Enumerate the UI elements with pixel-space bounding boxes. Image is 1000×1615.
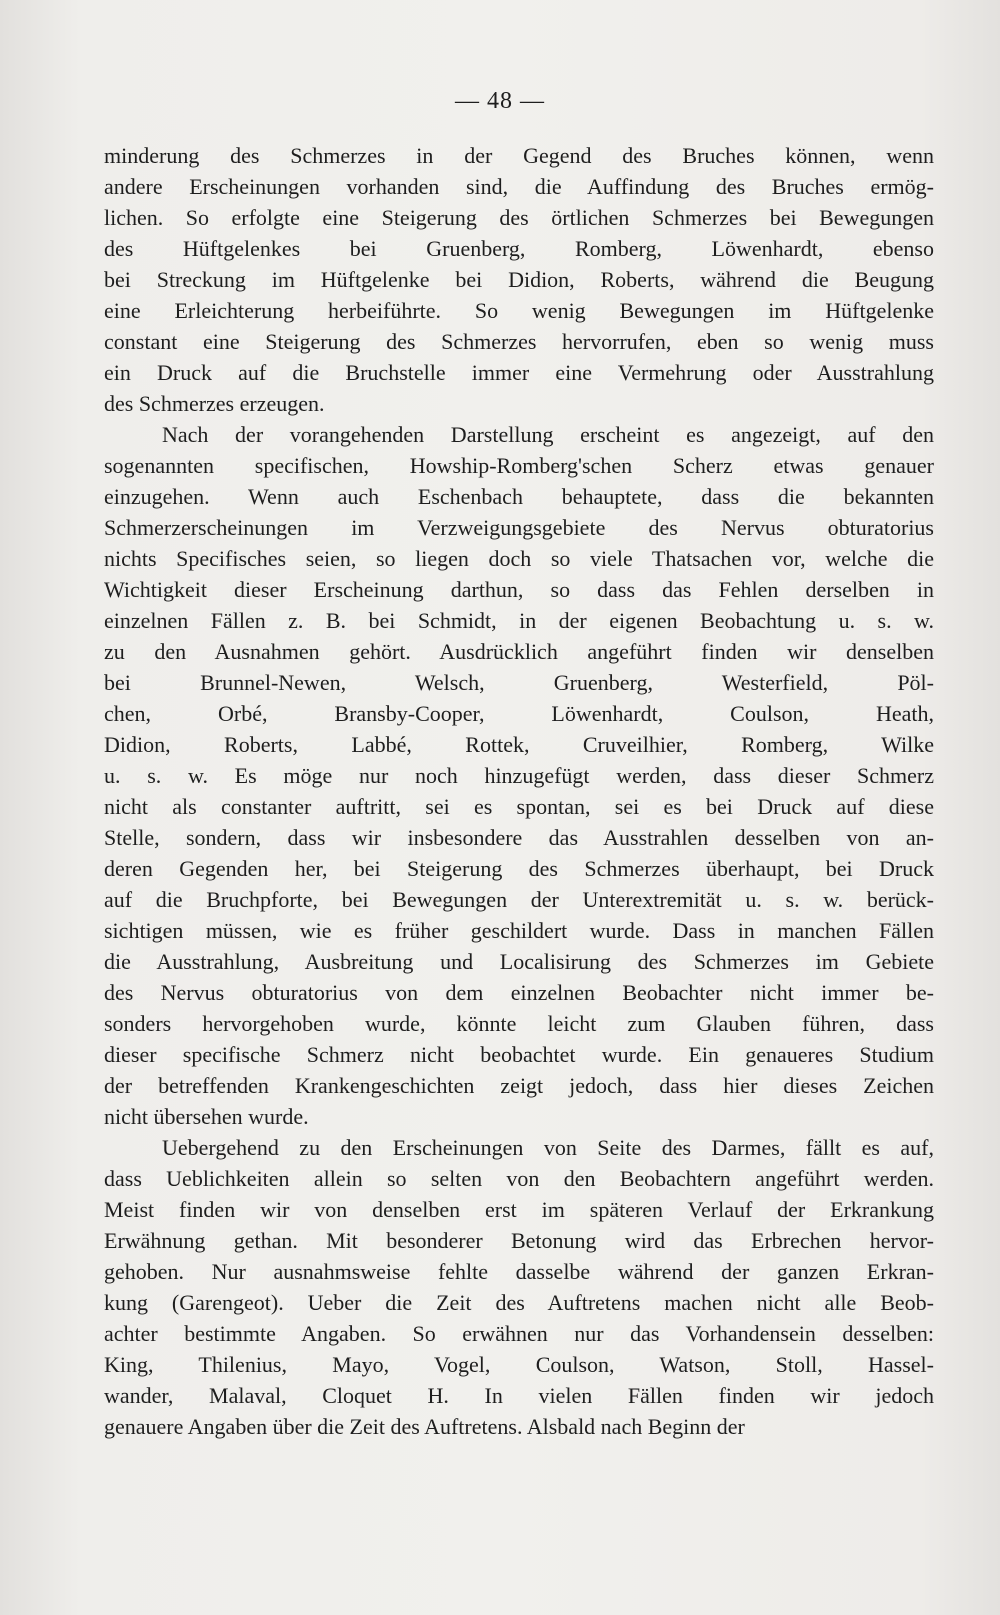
- text-line: Erwähnung gethan. Mit besonderer Betonung wird das Erbrechen hervor-: [104, 1228, 934, 1253]
- text-line: Wichtigkeit dieser Erscheinung darthun, so dass das Fehlen derselben in: [104, 577, 934, 602]
- text-line: Meist finden wir von denselben erst im späteren Verlauf der Erkrankung: [104, 1197, 934, 1222]
- text-line: chen, Orbé, Bransby-Cooper, Löwenhardt, Coulson, Heath,: [104, 701, 934, 726]
- text-line: dieser specifische Schmerz nicht beobachtet wurde. Ein genaueres Studium: [104, 1042, 934, 1067]
- text-line: Uebergehend zu den Erscheinungen von Seite des Darmes, fällt es auf,: [162, 1135, 934, 1160]
- text-line: bei Brunnel-Newen, Welsch, Gruenberg, Westerfield, Pöl-: [104, 670, 934, 695]
- text-line: bei Streckung im Hüftgelenke bei Didion, Roberts, während die Beugung: [104, 267, 934, 292]
- text-line: des Hüftgelenkes bei Gruenberg, Romberg, Löwenhardt, ebenso: [104, 236, 934, 261]
- text-line: genauere Angaben über die Zeit des Auftretens. Alsbald nach Beginn der: [104, 1414, 745, 1439]
- page-number: — 48 —: [455, 88, 545, 114]
- text-line: auf die Bruchpforte, bei Bewegungen der Unterextremität u. s. w. berück-: [104, 887, 934, 912]
- text-line: Didion, Roberts, Labbé, Rottek, Cruveilhier, Romberg, Wilke: [104, 732, 934, 757]
- text-line: einzugehen. Wenn auch Eschenbach behauptete, dass die bekannten: [104, 484, 934, 509]
- text-line: minderung des Schmerzes in der Gegend des Bruches können, wenn: [104, 143, 934, 168]
- text-line: King, Thilenius, Mayo, Vogel, Coulson, Watson, Stoll, Hassel-: [104, 1352, 934, 1377]
- body-text: [104, 140, 934, 1442]
- text-line: sogenannten specifischen, Howship-Romberg'schen Scherz etwas genauer: [104, 453, 934, 478]
- text-line: nichts Specifisches seien, so liegen doch so viele Thatsachen vor, welche die: [104, 546, 934, 571]
- text-line: dass Ueblichkeiten allein so selten von den Beobachtern angeführt werden.: [104, 1166, 934, 1191]
- text-line: der betreffenden Krankengeschichten zeigt jedoch, dass hier dieses Zeichen: [104, 1073, 934, 1098]
- text-line: zu den Ausnahmen gehört. Ausdrücklich angeführt finden wir denselben: [104, 639, 934, 664]
- text-line: Schmerzerscheinungen im Verzweigungsgebiete des Nervus obturatorius: [104, 515, 934, 540]
- text-line: u. s. w. Es möge nur noch hinzugefügt werden, dass dieser Schmerz: [104, 763, 934, 788]
- text-line: sonders hervorgehoben wurde, könnte leicht zum Glauben führen, dass: [104, 1011, 934, 1036]
- text-line: eine Erleichterung herbeiführte. So wenig Bewegungen im Hüftgelenke: [104, 298, 934, 323]
- text-line: constant eine Steigerung des Schmerzes hervorrufen, eben so wenig muss: [104, 329, 934, 354]
- text-line: des Nervus obturatorius von dem einzelnen Beobachter nicht immer be-: [104, 980, 934, 1005]
- text-line: nicht übersehen wurde.: [104, 1104, 309, 1129]
- text-line: andere Erscheinungen vorhanden sind, die Auffindung des Bruches ermög-: [104, 174, 934, 199]
- text-line: lichen. So erfolgte eine Steigerung des örtlichen Schmerzes bei Bewegungen: [104, 205, 934, 230]
- text-line: Stelle, sondern, dass wir insbesondere das Ausstrahlen desselben von an-: [104, 825, 934, 850]
- text-line: die Ausstrahlung, Ausbreitung und Localisirung des Schmerzes im Gebiete: [104, 949, 934, 974]
- text-line: Nach der vorangehenden Darstellung erscheint es angezeigt, auf den: [162, 422, 934, 447]
- text-line: wander, Malaval, Cloquet H. In vielen Fällen finden wir jedoch: [104, 1383, 934, 1408]
- text-line: gehoben. Nur ausnahmsweise fehlte dasselbe während der ganzen Erkran-: [104, 1259, 934, 1284]
- text-line: ein Druck auf die Bruchstelle immer eine Vermehrung oder Ausstrahlung: [104, 360, 934, 385]
- text-line: kung (Garengeot). Ueber die Zeit des Auftretens machen nicht alle Beob-: [104, 1290, 934, 1315]
- paragraph: [104, 419, 934, 1132]
- paragraph: [104, 140, 934, 419]
- text-line: sichtigen müssen, wie es früher geschildert wurde. Dass in manchen Fällen: [104, 918, 934, 943]
- text-line: nicht als constanter auftritt, sei es spontan, sei es bei Druck auf diese: [104, 794, 934, 819]
- paragraph: [104, 1132, 934, 1442]
- text-line: achter bestimmte Angaben. So erwähnen nur das Vorhandensein desselben:: [104, 1321, 934, 1346]
- text-line: deren Gegenden her, bei Steigerung des Schmerzes überhaupt, bei Druck: [104, 856, 934, 881]
- text-line: des Schmerzes erzeugen.: [104, 391, 325, 416]
- text-line: einzelnen Fällen z. B. bei Schmidt, in der eigenen Beobachtung u. s. w.: [104, 608, 934, 633]
